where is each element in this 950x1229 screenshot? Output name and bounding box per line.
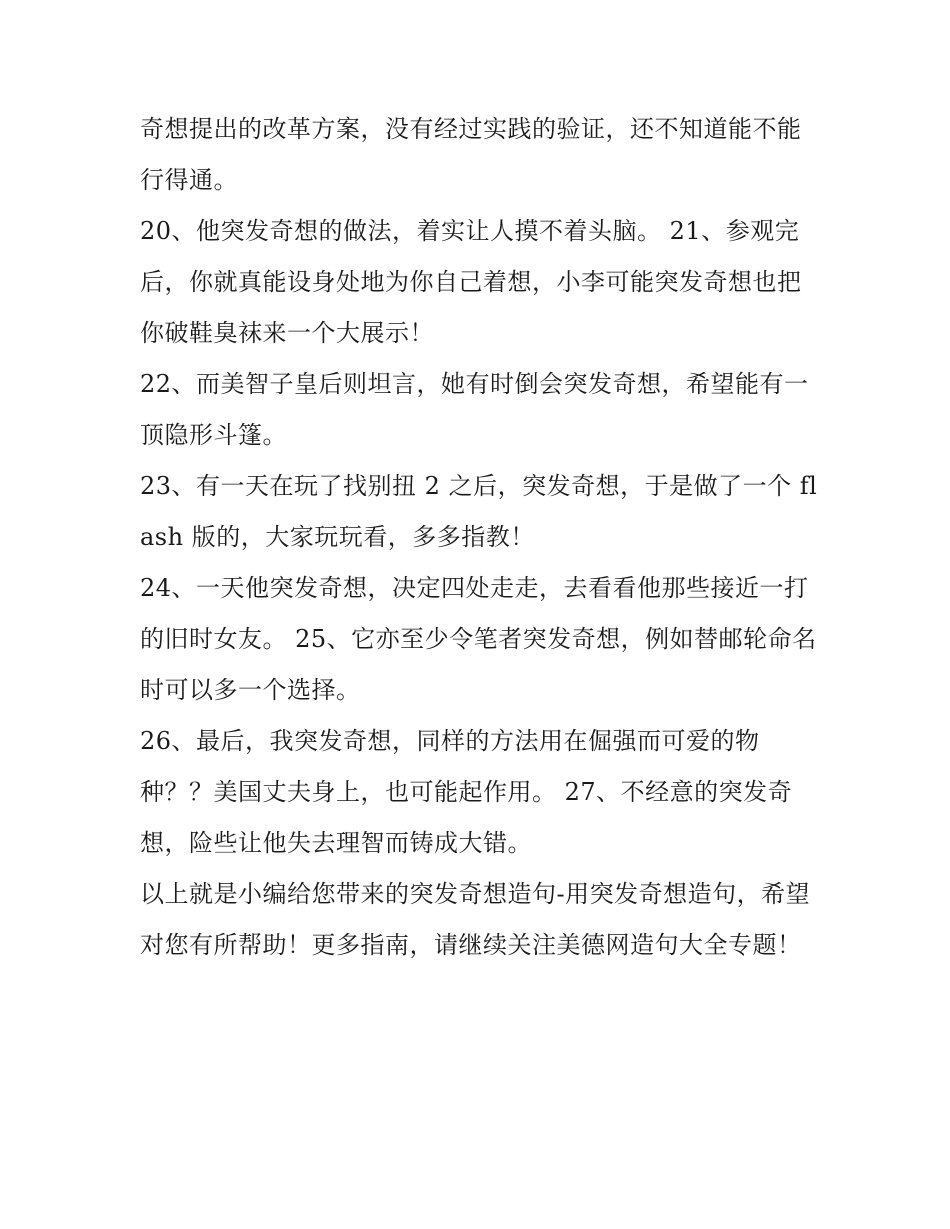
paragraph-sentences-20-21: 20、他突发奇想的做法，着实让人摸不着头脑。 21、参观完后，你就真能设身处地为你自己着想，小李可能突发奇想也把你破鞋臭袜来一个大展示！ (140, 217, 802, 347)
paragraph-sentences-26-27: 26、最后，我突发奇想，同样的方法用在倔强而可爱的物种？？美国丈夫身上，也可能起作用。 27、不经意的突发奇想，险些让他失去理智而铸成大错。 (140, 727, 793, 857)
document-body (140, 104, 820, 971)
paragraph-sentences-24-25: 24、一天他突发奇想，决定四处走走，去看看他那些接近一打的旧时女友。 25、它亦至少令笔者突发奇想，例如替邮轮命名时可以多一个选择。 (140, 574, 817, 704)
paragraph-closing: 以上就是小编给您带来的突发奇想造句-用突发奇想造句，希望对您有所帮助！更多指南，请继续关注美德网造句大全专题！ (140, 880, 811, 959)
paragraph-sentence-23: 23、有一天在玩了找别扭 2 之后，突发奇想，于是做了一个 flash 版的，大家玩玩看，多多指教！ (140, 472, 818, 551)
paragraph-sentence-22: 22、而美智子皇后则坦言，她有时倒会突发奇想，希望能有一顶隐形斗篷。 (140, 370, 809, 449)
paragraph-intro-continuation: 奇想提出的改革方案，没有经过实践的验证，还不知道能不能行得通。 (140, 115, 802, 194)
